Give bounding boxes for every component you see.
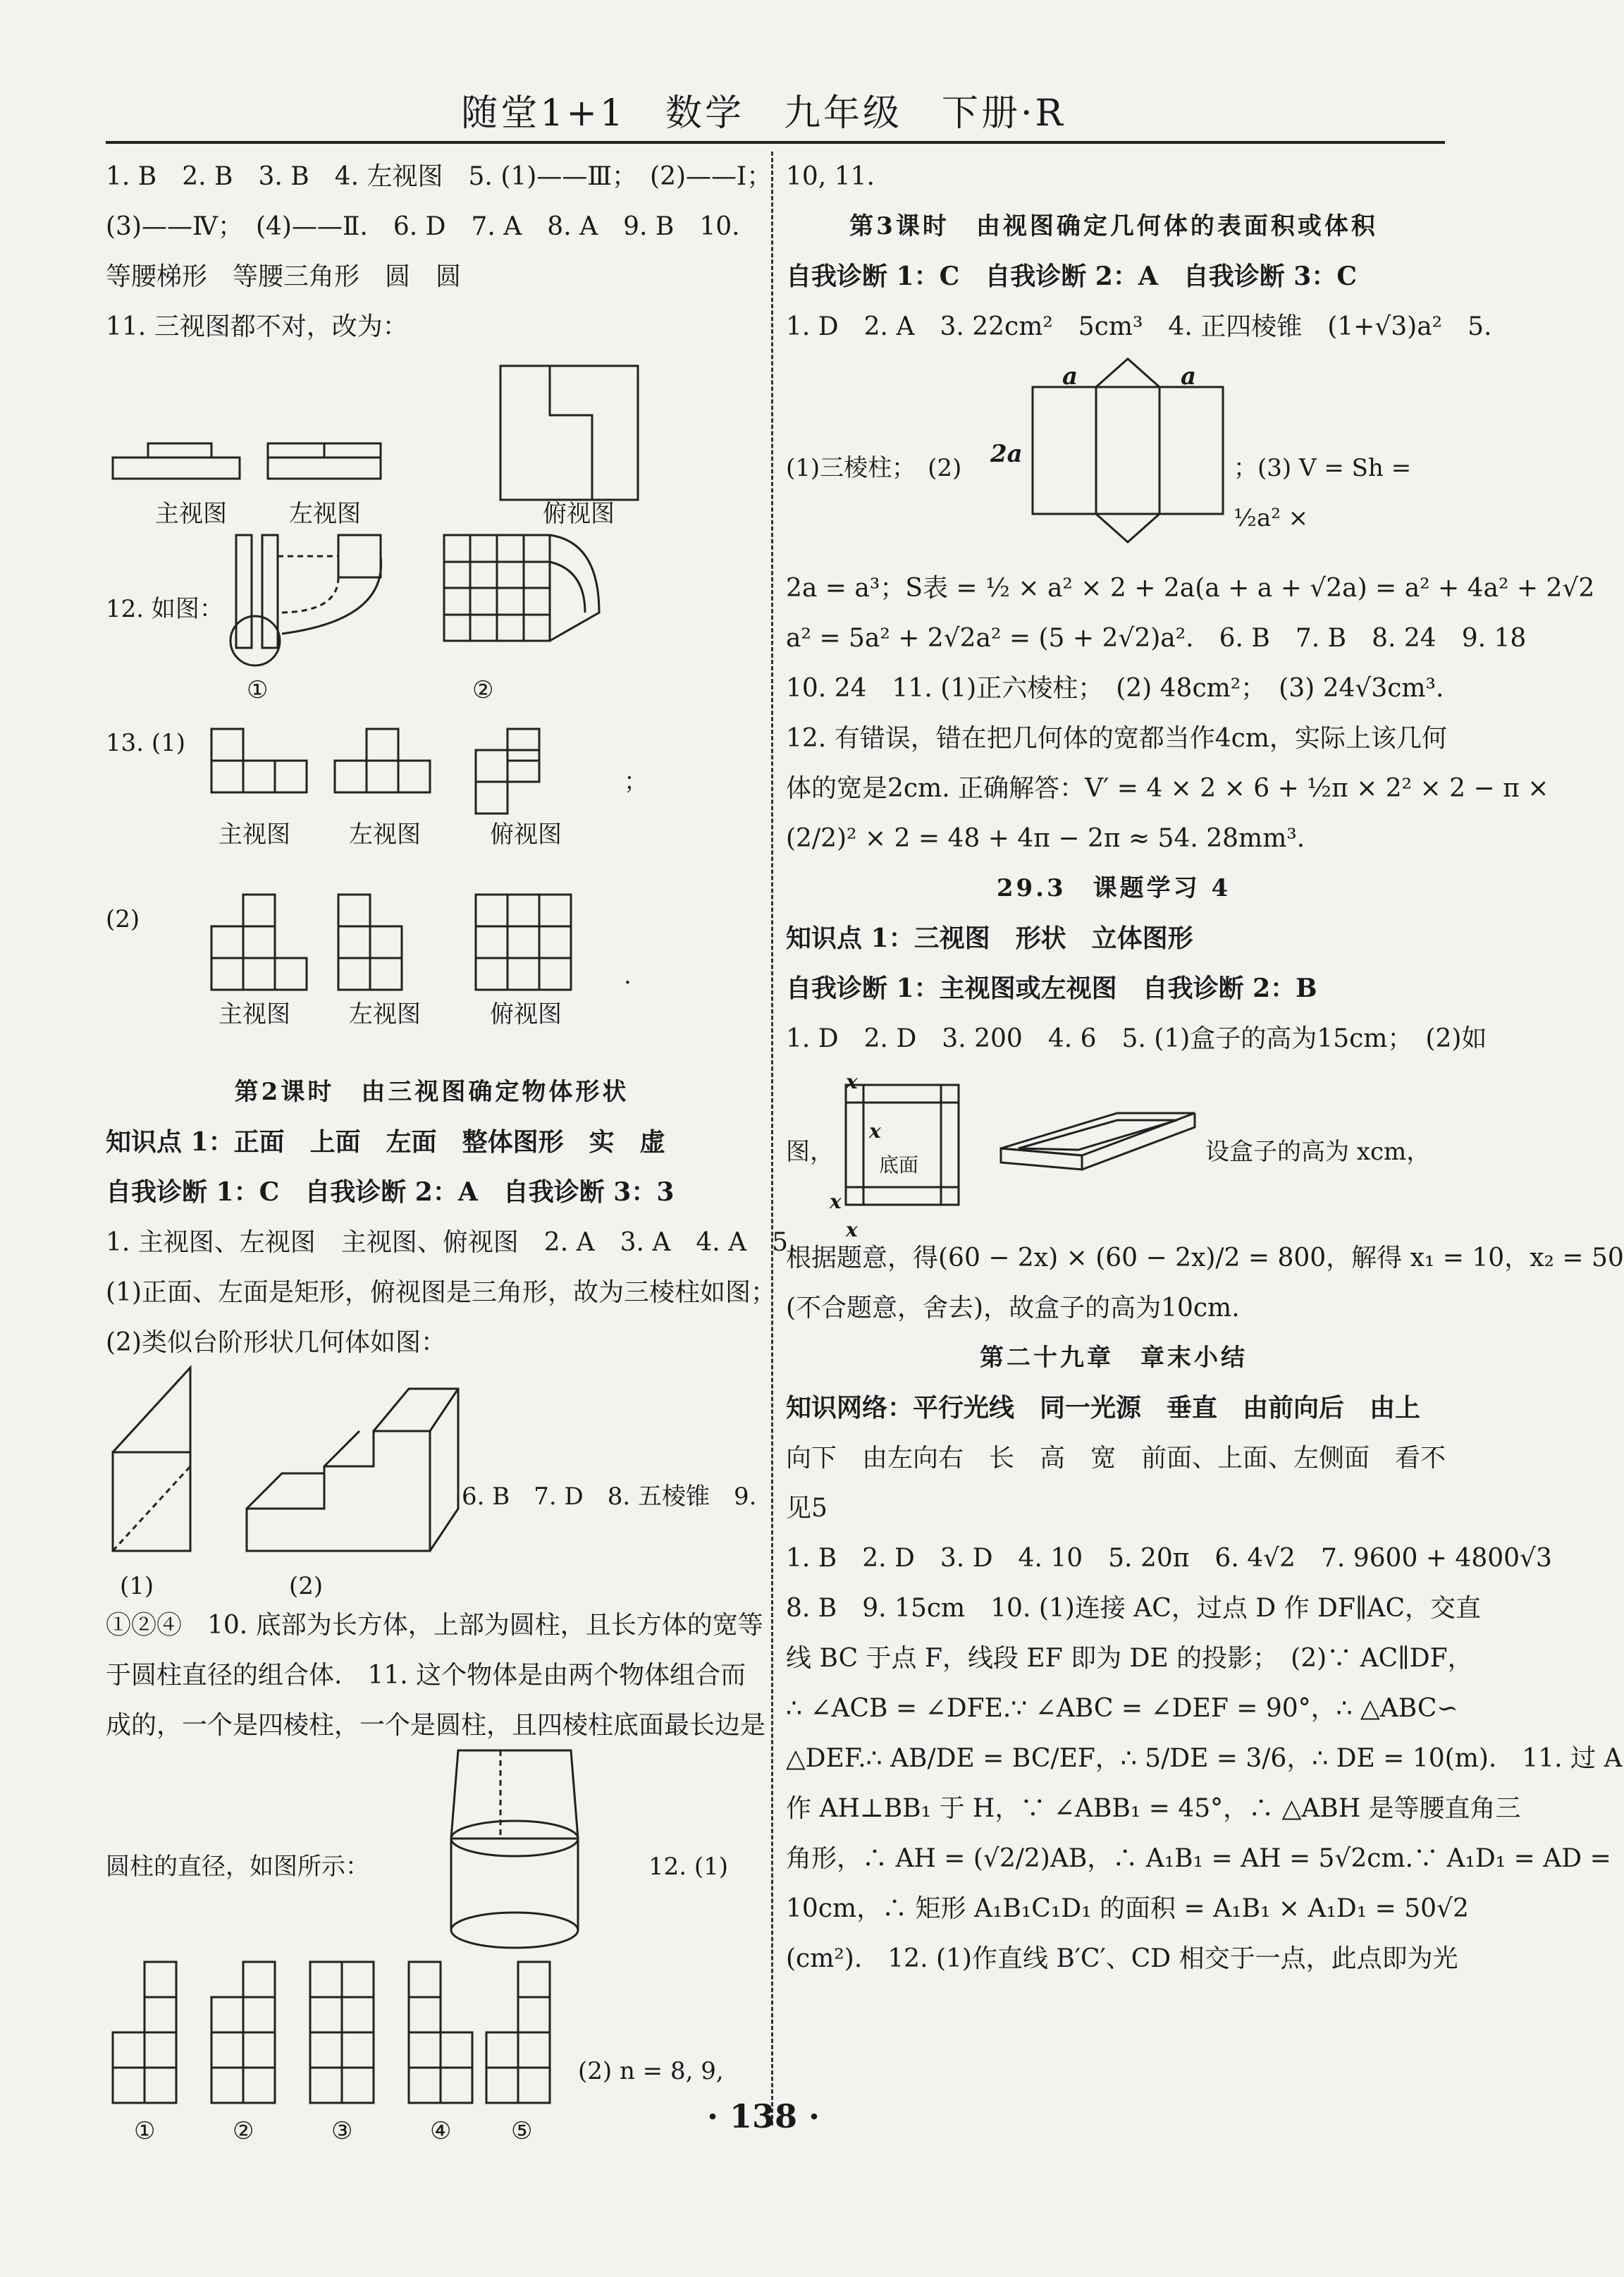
caption-left-view: 左视图 <box>289 500 361 528</box>
answer-line: a² = 5a² + 2√2a² = (5 + 2√2)a². 6. B 7. B 8. 24 9. 18 <box>786 624 1527 653</box>
punctuation: . <box>624 962 632 990</box>
answer-line: 自我诊断 1：主视图或左视图 自我诊断 2：B <box>786 974 1317 1003</box>
dimension-label: x <box>869 1119 881 1143</box>
figure-label: (1) <box>120 1572 154 1600</box>
answer-line: (2) <box>106 905 140 933</box>
figure-13-part2-svg <box>106 895 758 1067</box>
answer-line: ；(3) V = Sh = ½a² × <box>1234 454 1412 532</box>
punctuation: ； <box>624 768 648 796</box>
answer-line: 1. B 2. B 3. B 4. 左视图 5. (1)——Ⅲ； (2)——Ⅰ； <box>106 162 773 191</box>
page-header: 随堂1+1 数学 九年级 下册·R <box>461 92 1066 135</box>
dimension-label: x <box>830 1190 842 1213</box>
section-title: 29.3 课题学习 4 <box>996 874 1231 902</box>
answer-line: 知识点 1：正面 上面 左面 整体图形 实 虚 <box>106 1127 665 1157</box>
answer-line: 6. B 7. D 8. 五棱锥 9. <box>462 1483 757 1511</box>
answer-line: 12. 有错误，错在把几何体的宽都当作4cm，实际上该几何 <box>786 724 1447 753</box>
answer-line: 根据题意，得(60 − 2x) × (60 − 2x)/2 = 800，解得 x₁ = 10，x₂ = 50 <box>786 1244 1624 1272</box>
section-title: 第2课时 由三视图确定物体形状 <box>234 1078 629 1106</box>
answer-line: 成的，一个是四棱柱，一个是圆柱，且四棱柱底面最长边是 <box>106 1711 766 1740</box>
figure-13-part2 <box>106 895 758 1067</box>
prism-net-figure <box>786 352 1441 563</box>
answer-line: 10, 11. <box>786 162 875 191</box>
figure-label: ① <box>247 676 269 704</box>
section-title: 第二十九章 章末小结 <box>980 1344 1248 1372</box>
answer-line: ∴ ∠ACB = ∠DFE.∵ ∠ABC = ∠DEF = 90°，∴ △ABC∽ <box>786 1694 1458 1723</box>
answer-line: ①②④ 10. 底部为长方体，上部为圆柱，且长方体的宽等 <box>106 1611 763 1640</box>
box-net-figure <box>786 1064 1441 1241</box>
caption-front-view: 主视图 <box>155 500 227 528</box>
caption-left-view: 左视图 <box>349 821 421 849</box>
figure-13-part1-svg <box>106 718 758 895</box>
figure-label: ④ <box>430 2117 452 2145</box>
answer-line: 图， <box>786 1138 834 1166</box>
answer-line: 知识网络：平行光线 同一光源 垂直 由前向后 由上 <box>786 1393 1421 1423</box>
answer-line: 自我诊断 1：C 自我诊断 2：A 自我诊断 3：3 <box>106 1177 675 1207</box>
answer-line: 10. 24 11. (1)正六棱柱； (2) 48cm²； (3) 24√3cm³. <box>786 674 1444 703</box>
figure-12 <box>106 528 758 718</box>
answer-line: 2a = a³；S表 = ½ × a² × 2 + 2a(a + a + √2a) = a² + 4a² + 2√2 <box>786 574 1595 603</box>
answer-line: 1. B 2. D 3. D 4. 10 5. 20π 6. 4√2 7. 9600 + 4800√3 <box>786 1544 1552 1573</box>
caption-top-view: 俯视图 <box>490 1000 562 1029</box>
edge-label: a <box>1181 362 1197 391</box>
caption-top-view: 俯视图 <box>490 821 562 849</box>
edge-label: a <box>1062 362 1078 391</box>
answer-line: 11. 三视图都不对，改为： <box>106 312 408 341</box>
figure-label: ⑤ <box>511 2117 533 2145</box>
figure-label: ② <box>233 2117 254 2145</box>
dimension-label: x <box>846 1218 858 1241</box>
answer-line: (1)三棱柱； (2) <box>786 454 962 482</box>
answer-line: (3)——Ⅳ； (4)——Ⅱ. 6. D 7. A 8. A 9. B 10. <box>106 212 740 241</box>
answer-line: 12. (1) <box>648 1853 729 1881</box>
answer-line: 1. D 2. D 3. 200 4. 6 5. (1)盒子的高为15cm； (2)如 <box>786 1024 1487 1053</box>
answer-line: 见5 <box>786 1494 828 1523</box>
answer-line: 10cm，∴ 矩形 A₁B₁C₁D₁ 的面积 = A₁B₁ × A₁D₁ = 50√2 <box>786 1894 1469 1923</box>
answer-line: 自我诊断 1：C 自我诊断 2：A 自我诊断 3：C <box>786 262 1357 291</box>
answer-line: 8. B 9. 15cm 10. (1)连接 AC，过点 D 作 DF∥AC，交直 <box>786 1594 1482 1623</box>
answer-line: 体的宽是2cm. 正确解答：V′ = 4 × 2 × 6 + ½π × 2² × 2 − π × <box>786 774 1549 803</box>
answer-line: (2) n = 8, 9, <box>578 2057 724 2085</box>
figure-label: ③ <box>331 2117 353 2145</box>
answer-line: 1. D 2. A 3. 22cm² 5cm³ 4. 正四棱锥 (1+√3)a² 5. <box>786 312 1492 341</box>
figure-5-solids <box>106 1368 758 1600</box>
answer-line: (2)类似台阶形状几何体如图： <box>106 1328 446 1357</box>
answer-line: △DEF.∴ AB/DE = BC/EF，∴ 5/DE = 3/6，∴ DE = 10(m). 11. 过 A <box>786 1744 1623 1773</box>
answer-line: 向下 由左向右 长 高 宽 前面、上面、左侧面 看不 <box>786 1444 1446 1473</box>
answer-line: 13. (1) <box>106 729 186 757</box>
figure-label: (2) <box>289 1572 324 1600</box>
answer-line: 线 BC 于点 F，线段 EF 即为 DE 的投影； (2)∵ AC∥DF， <box>786 1644 1473 1673</box>
answer-line: (不合题意，舍去)，故盒子的高为10cm. <box>786 1294 1240 1322</box>
figure-label: ① <box>134 2117 156 2145</box>
figure-11-three-views <box>106 352 758 528</box>
answer-line: 角形，∴ AH = (√2/2)AB，∴ A₁B₁ = AH = 5√2cm.∵ A₁D₁ = AD = <box>786 1844 1611 1873</box>
answer-line: (1)正面、左面是矩形，俯视图是三角形，故为三棱柱如图； <box>106 1278 776 1307</box>
answer-line: (cm²). 12. (1)作直线 B′C′、CD 相交于一点，此点即为光 <box>786 1944 1458 1973</box>
figure-label: ② <box>472 676 494 704</box>
caption-front-view: 主视图 <box>219 1000 290 1029</box>
dimension-label: x <box>846 1070 858 1093</box>
right-column <box>786 152 1624 1984</box>
caption-front-view: 主视图 <box>219 821 290 849</box>
answer-line: 等腰梯形 等腰三角形 圆 圆 <box>106 262 462 291</box>
answer-line: (2/2)² × 2 = 48 + 4π − 2π ≈ 54. 28mm³. <box>786 824 1305 853</box>
answer-line: 圆柱的直径，如图所示： <box>106 1853 369 1881</box>
answer-line: 12. 如图： <box>106 595 223 623</box>
caption-left-view: 左视图 <box>349 1000 421 1029</box>
figure-11-cylinder <box>106 1750 758 1955</box>
column-divider <box>771 152 773 2125</box>
answer-line: 于圆柱直径的组合体. 11. 这个物体是由两个物体组合而 <box>106 1661 746 1690</box>
answer-line: 1. 主视图、左视图 主视图、俯视图 2. A 3. A 4. A 5. <box>106 1228 796 1257</box>
page-number: · 138 · <box>706 2097 820 2135</box>
section-title: 第3课时 由视图确定几何体的表面积或体积 <box>849 212 1378 240</box>
figure-13-part1 <box>106 718 758 895</box>
answer-line: 设盒子的高为 xcm， <box>1205 1138 1431 1166</box>
header-rule <box>106 141 1445 144</box>
base-label: 底面 <box>879 1153 919 1177</box>
answer-line: 知识点 1：三视图 形状 立体图形 <box>786 923 1193 953</box>
answer-line: 作 AH⊥BB₁ 于 H，∵ ∠ABB₁ = 45°，∴ △ABH 是等腰直角三 <box>786 1794 1521 1823</box>
caption-top-view: 俯视图 <box>543 500 615 528</box>
edge-label: 2a <box>990 440 1023 468</box>
